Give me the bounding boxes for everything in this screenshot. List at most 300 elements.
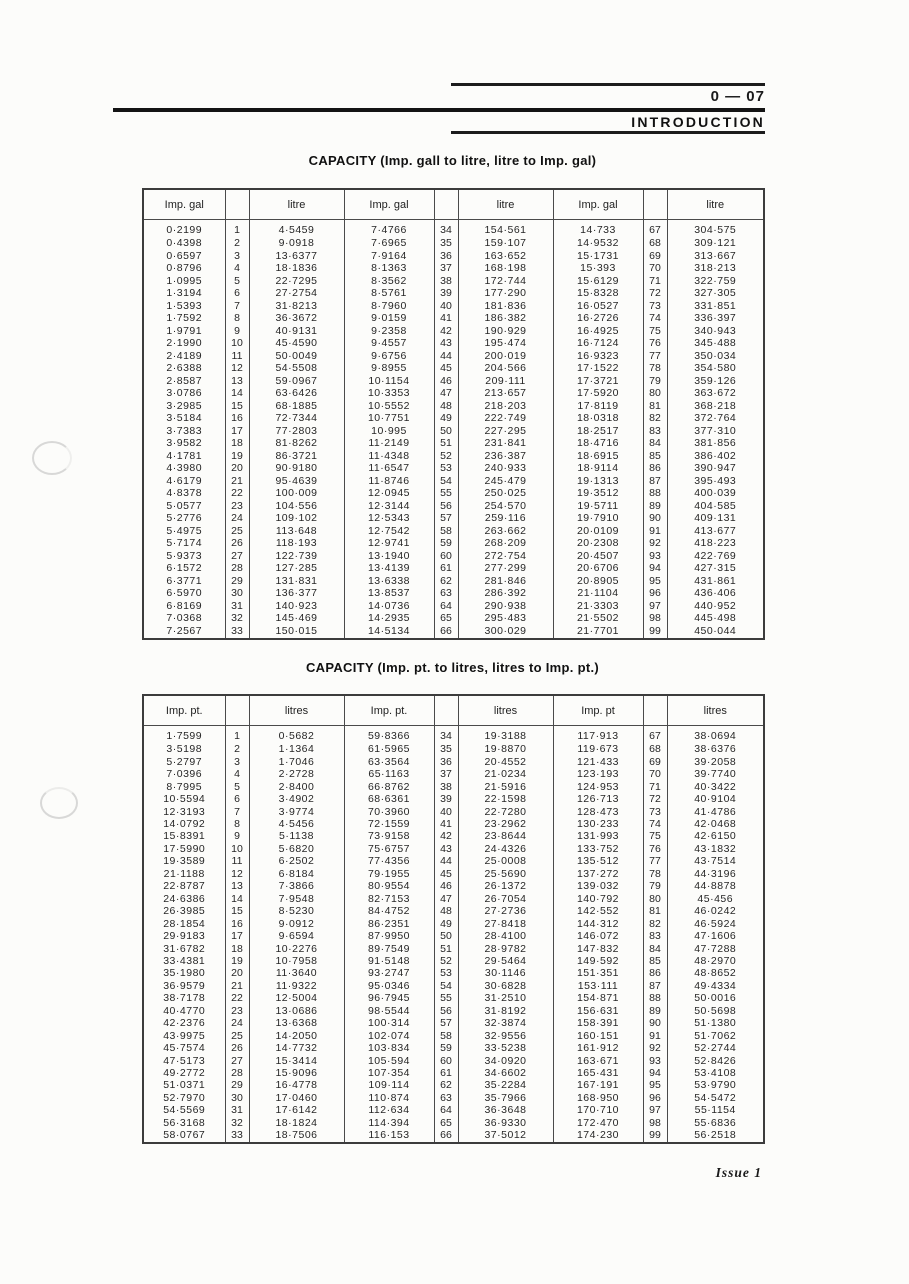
value-cell: 142·552 <box>553 905 643 917</box>
index-cell: 94 <box>643 1067 667 1079</box>
value-cell: 18·7506 <box>249 1129 344 1143</box>
index-cell: 29 <box>225 1080 249 1092</box>
table-row <box>143 287 764 300</box>
index-cell: 63 <box>434 1092 458 1104</box>
value-cell: 11·8746 <box>344 475 434 488</box>
value-cell: 48·2970 <box>667 955 764 967</box>
value-cell: 35·2284 <box>458 1080 553 1092</box>
table-row <box>143 930 764 942</box>
value-cell: 23·8644 <box>458 830 553 842</box>
value-cell: 363·672 <box>667 387 764 400</box>
table-row <box>143 362 764 375</box>
value-cell: 133·752 <box>553 843 643 855</box>
value-cell: 6·2502 <box>249 855 344 867</box>
value-cell: 47·7288 <box>667 943 764 955</box>
value-cell: 27·8418 <box>458 918 553 930</box>
index-cell: 37 <box>434 768 458 780</box>
value-cell: 34·6602 <box>458 1067 553 1079</box>
value-cell: 55·1154 <box>667 1104 764 1116</box>
index-cell: 8 <box>225 818 249 830</box>
index-cell: 18 <box>225 943 249 955</box>
index-cell: 87 <box>643 475 667 488</box>
value-cell: 2·2728 <box>249 768 344 780</box>
value-cell: 3·9582 <box>143 437 225 450</box>
value-cell: 16·4925 <box>553 325 643 338</box>
value-cell: 10·5594 <box>143 793 225 805</box>
index-cell: 74 <box>643 312 667 325</box>
value-cell: 14·0736 <box>344 600 434 613</box>
index-cell: 35 <box>434 237 458 250</box>
index-column-header <box>434 189 458 220</box>
table-row <box>143 943 764 955</box>
value-cell: 4·5459 <box>249 220 344 238</box>
table-row <box>143 830 764 842</box>
index-cell: 15 <box>225 400 249 413</box>
value-cell: 33·5238 <box>458 1042 553 1054</box>
value-cell: 14·2935 <box>344 612 434 625</box>
value-cell: 75·6757 <box>344 843 434 855</box>
value-cell: 18·1824 <box>249 1117 344 1129</box>
value-cell: 150·015 <box>249 625 344 639</box>
index-cell: 52 <box>434 955 458 967</box>
value-cell: 8·7960 <box>344 300 434 313</box>
value-cell: 10·2276 <box>249 943 344 955</box>
value-cell: 105·594 <box>344 1055 434 1067</box>
value-cell: 19·8870 <box>458 743 553 755</box>
index-cell: 82 <box>643 412 667 425</box>
table-row <box>143 918 764 930</box>
value-cell: 65·1163 <box>344 768 434 780</box>
index-cell: 12 <box>225 868 249 880</box>
value-cell: 1·9791 <box>143 325 225 338</box>
value-cell: 11·6547 <box>344 462 434 475</box>
index-cell: 1 <box>225 726 249 744</box>
index-cell: 2 <box>225 237 249 250</box>
value-cell: 9·4557 <box>344 337 434 350</box>
value-cell: 49·2772 <box>143 1067 225 1079</box>
value-cell: 149·592 <box>553 955 643 967</box>
value-cell: 8·5761 <box>344 287 434 300</box>
value-cell: 9·0912 <box>249 918 344 930</box>
table-row <box>143 1067 764 1079</box>
value-cell: 21·3303 <box>553 600 643 613</box>
index-cell: 89 <box>643 1005 667 1017</box>
value-cell: 17·8119 <box>553 400 643 413</box>
table-row <box>143 855 764 867</box>
value-cell: 327·305 <box>667 287 764 300</box>
index-cell: 3 <box>225 250 249 263</box>
value-cell: 131·993 <box>553 830 643 842</box>
value-cell: 146·072 <box>553 930 643 942</box>
value-cell: 21·7701 <box>553 625 643 639</box>
value-cell: 200·019 <box>458 350 553 363</box>
table-row <box>143 806 764 818</box>
index-cell: 67 <box>643 220 667 238</box>
index-cell: 59 <box>434 537 458 550</box>
index-cell: 32 <box>225 1117 249 1129</box>
index-cell: 2 <box>225 743 249 755</box>
value-cell: 27·2736 <box>458 905 553 917</box>
value-cell: 10·7751 <box>344 412 434 425</box>
index-cell: 6 <box>225 287 249 300</box>
table-row <box>143 587 764 600</box>
header-rule-main <box>113 108 765 112</box>
value-cell: 144·312 <box>553 918 643 930</box>
value-cell: 16·4778 <box>249 1080 344 1092</box>
index-cell: 46 <box>434 375 458 388</box>
value-cell: 15·8328 <box>553 287 643 300</box>
value-cell: 295·483 <box>458 612 553 625</box>
value-cell: 9·0159 <box>344 312 434 325</box>
value-cell: 54·5472 <box>667 1092 764 1104</box>
value-cell: 32·9556 <box>458 1030 553 1042</box>
value-cell: 227·295 <box>458 425 553 438</box>
table-row <box>143 612 764 625</box>
index-column-header <box>434 695 458 726</box>
index-cell: 83 <box>643 930 667 942</box>
value-cell: 0·4398 <box>143 237 225 250</box>
table-row <box>143 967 764 979</box>
value-cell: 34·0920 <box>458 1055 553 1067</box>
value-cell: 6·8184 <box>249 868 344 880</box>
value-cell: 9·2358 <box>344 325 434 338</box>
column-header: Imp. gal <box>553 189 643 220</box>
value-cell: 50·5698 <box>667 1005 764 1017</box>
table-row <box>143 868 764 880</box>
index-cell: 50 <box>434 425 458 438</box>
value-cell: 27·2754 <box>249 287 344 300</box>
value-cell: 52·7970 <box>143 1092 225 1104</box>
index-cell: 16 <box>225 412 249 425</box>
value-cell: 24·4326 <box>458 843 553 855</box>
index-cell: 61 <box>434 562 458 575</box>
table-title-pints: CAPACITY (Imp. pt. to litres, litres to Imp. pt.) <box>305 660 599 675</box>
value-cell: 309·121 <box>667 237 764 250</box>
value-cell: 259·116 <box>458 512 553 525</box>
issue-label: Issue 1 <box>715 1165 762 1180</box>
value-cell: 140·792 <box>553 893 643 905</box>
index-cell: 85 <box>643 955 667 967</box>
value-cell: 15·9096 <box>249 1067 344 1079</box>
value-cell: 39·2058 <box>667 756 764 768</box>
value-cell: 15·6129 <box>553 275 643 288</box>
index-cell: 47 <box>434 893 458 905</box>
value-cell: 5·4975 <box>143 525 225 538</box>
value-cell: 170·710 <box>553 1104 643 1116</box>
value-cell: 450·044 <box>667 625 764 639</box>
value-cell: 158·391 <box>553 1017 643 1029</box>
table-row <box>143 512 764 525</box>
column-header: litres <box>249 695 344 726</box>
table-row <box>143 905 764 917</box>
value-cell: 16·0527 <box>553 300 643 313</box>
value-cell: 68·6361 <box>344 793 434 805</box>
value-cell: 104·556 <box>249 500 344 513</box>
value-cell: 44·3196 <box>667 868 764 880</box>
index-cell: 70 <box>643 768 667 780</box>
value-cell: 130·233 <box>553 818 643 830</box>
value-cell: 122·739 <box>249 550 344 563</box>
table-row <box>143 400 764 413</box>
index-cell: 62 <box>434 575 458 588</box>
value-cell: 18·1836 <box>249 262 344 275</box>
value-cell: 100·314 <box>344 1017 434 1029</box>
value-cell: 390·947 <box>667 462 764 475</box>
index-cell: 46 <box>434 880 458 892</box>
index-cell: 21 <box>225 475 249 488</box>
value-cell: 11·4348 <box>344 450 434 463</box>
value-cell: 5·6820 <box>249 843 344 855</box>
table-row <box>143 487 764 500</box>
index-cell: 72 <box>643 793 667 805</box>
value-cell: 96·7945 <box>344 992 434 1004</box>
table-row <box>143 475 764 488</box>
value-cell: 13·0686 <box>249 1005 344 1017</box>
index-cell: 28 <box>225 562 249 575</box>
value-cell: 121·433 <box>553 756 643 768</box>
value-cell: 153·111 <box>553 980 643 992</box>
value-cell: 114·394 <box>344 1117 434 1129</box>
value-cell: 55·6836 <box>667 1117 764 1129</box>
value-cell: 46·0242 <box>667 905 764 917</box>
table-row <box>143 425 764 438</box>
value-cell: 21·0234 <box>458 768 553 780</box>
value-cell: 6·8169 <box>143 600 225 613</box>
value-cell: 84·4752 <box>344 905 434 917</box>
value-cell: 5·0577 <box>143 500 225 513</box>
value-cell: 22·7295 <box>249 275 344 288</box>
value-cell: 131·831 <box>249 575 344 588</box>
value-cell: 59·0967 <box>249 375 344 388</box>
index-cell: 42 <box>434 325 458 338</box>
index-cell: 5 <box>225 275 249 288</box>
value-cell: 181·836 <box>458 300 553 313</box>
table-row <box>143 600 764 613</box>
value-cell: 82·7153 <box>344 893 434 905</box>
value-cell: 3·5198 <box>143 743 225 755</box>
value-cell: 18·6915 <box>553 450 643 463</box>
value-cell: 17·3721 <box>553 375 643 388</box>
value-cell: 354·580 <box>667 362 764 375</box>
column-header: Imp. pt. <box>143 695 225 726</box>
table-row <box>143 275 764 288</box>
value-cell: 318·213 <box>667 262 764 275</box>
value-cell: 49·4334 <box>667 980 764 992</box>
value-cell: 436·406 <box>667 587 764 600</box>
index-cell: 90 <box>643 512 667 525</box>
column-header: Imp. pt <box>553 695 643 726</box>
index-cell: 86 <box>643 462 667 475</box>
value-cell: 163·671 <box>553 1055 643 1067</box>
index-cell: 40 <box>434 300 458 313</box>
value-cell: 19·3512 <box>553 487 643 500</box>
value-cell: 1·7046 <box>249 756 344 768</box>
value-cell: 140·923 <box>249 600 344 613</box>
value-cell: 61·5965 <box>344 743 434 755</box>
table-row <box>143 525 764 538</box>
table-row <box>143 450 764 463</box>
table-row <box>143 1017 764 1029</box>
value-cell: 91·5148 <box>344 955 434 967</box>
index-cell: 14 <box>225 387 249 400</box>
value-cell: 112·634 <box>344 1104 434 1116</box>
value-cell: 313·667 <box>667 250 764 263</box>
value-cell: 213·657 <box>458 387 553 400</box>
value-cell: 3·9774 <box>249 806 344 818</box>
index-cell: 41 <box>434 818 458 830</box>
index-cell: 56 <box>434 500 458 513</box>
value-cell: 63·3564 <box>344 756 434 768</box>
index-cell: 61 <box>434 1067 458 1079</box>
value-cell: 23·2962 <box>458 818 553 830</box>
index-cell: 45 <box>434 362 458 375</box>
index-cell: 1 <box>225 220 249 238</box>
value-cell: 8·3562 <box>344 275 434 288</box>
value-cell: 17·1522 <box>553 362 643 375</box>
index-cell: 99 <box>643 1129 667 1143</box>
index-cell: 17 <box>225 425 249 438</box>
value-cell: 400·039 <box>667 487 764 500</box>
table-header-row <box>143 695 764 726</box>
value-cell: 3·2985 <box>143 400 225 413</box>
table-row <box>143 262 764 275</box>
index-cell: 25 <box>225 525 249 538</box>
index-cell: 4 <box>225 262 249 275</box>
index-cell: 77 <box>643 350 667 363</box>
index-cell: 19 <box>225 450 249 463</box>
index-cell: 87 <box>643 980 667 992</box>
index-cell: 96 <box>643 1092 667 1104</box>
value-cell: 9·0918 <box>249 237 344 250</box>
value-cell: 7·0368 <box>143 612 225 625</box>
value-cell: 8·7995 <box>143 781 225 793</box>
value-cell: 51·7062 <box>667 1030 764 1042</box>
table-row <box>143 437 764 450</box>
index-cell: 43 <box>434 843 458 855</box>
value-cell: 68·1885 <box>249 400 344 413</box>
index-cell: 18 <box>225 437 249 450</box>
index-cell: 8 <box>225 312 249 325</box>
value-cell: 47·5173 <box>143 1055 225 1067</box>
value-cell: 42·2376 <box>143 1017 225 1029</box>
index-cell: 41 <box>434 312 458 325</box>
value-cell: 1·0995 <box>143 275 225 288</box>
value-cell: 21·5502 <box>553 612 643 625</box>
value-cell: 395·493 <box>667 475 764 488</box>
value-cell: 4·1781 <box>143 450 225 463</box>
index-cell: 53 <box>434 462 458 475</box>
value-cell: 14·0792 <box>143 818 225 830</box>
value-cell: 40·4770 <box>143 1005 225 1017</box>
value-cell: 168·950 <box>553 1092 643 1104</box>
value-cell: 89·7549 <box>344 943 434 955</box>
value-cell: 36·9330 <box>458 1117 553 1129</box>
value-cell: 381·856 <box>667 437 764 450</box>
value-cell: 52·2744 <box>667 1042 764 1054</box>
value-cell: 44·8878 <box>667 880 764 892</box>
value-cell: 102·074 <box>344 1030 434 1042</box>
index-cell: 13 <box>225 375 249 388</box>
value-cell: 222·749 <box>458 412 553 425</box>
index-cell: 4 <box>225 768 249 780</box>
column-header: Imp. gal <box>143 189 225 220</box>
value-cell: 5·9373 <box>143 550 225 563</box>
index-cell: 10 <box>225 843 249 855</box>
value-cell: 35·7966 <box>458 1092 553 1104</box>
index-cell: 92 <box>643 537 667 550</box>
index-cell: 57 <box>434 1017 458 1029</box>
value-cell: 79·1955 <box>344 868 434 880</box>
value-cell: 12·5004 <box>249 992 344 1004</box>
value-cell: 1·7599 <box>143 726 225 744</box>
value-cell: 3·7383 <box>143 425 225 438</box>
value-cell: 45·4590 <box>249 337 344 350</box>
index-cell: 56 <box>434 1005 458 1017</box>
index-cell: 81 <box>643 400 667 413</box>
value-cell: 0·2199 <box>143 220 225 238</box>
value-cell: 7·9164 <box>344 250 434 263</box>
value-cell: 100·009 <box>249 487 344 500</box>
value-cell: 32·3874 <box>458 1017 553 1029</box>
value-cell: 118·193 <box>249 537 344 550</box>
value-cell: 336·397 <box>667 312 764 325</box>
value-cell: 22·1598 <box>458 793 553 805</box>
value-cell: 66·8762 <box>344 781 434 793</box>
value-cell: 58·0767 <box>143 1129 225 1143</box>
value-cell: 263·662 <box>458 525 553 538</box>
value-cell: 6·3771 <box>143 575 225 588</box>
table-row <box>143 1005 764 1017</box>
value-cell: 204·566 <box>458 362 553 375</box>
value-cell: 28·4100 <box>458 930 553 942</box>
value-cell: 16·7124 <box>553 337 643 350</box>
value-cell: 386·402 <box>667 450 764 463</box>
index-cell: 20 <box>225 967 249 979</box>
value-cell: 54·5569 <box>143 1104 225 1116</box>
value-cell: 1·5393 <box>143 300 225 313</box>
index-cell: 79 <box>643 375 667 388</box>
value-cell: 15·8391 <box>143 830 225 842</box>
value-cell: 126·713 <box>553 793 643 805</box>
value-cell: 13·1940 <box>344 550 434 563</box>
value-cell: 139·032 <box>553 880 643 892</box>
value-cell: 51·1380 <box>667 1017 764 1029</box>
index-cell: 25 <box>225 1030 249 1042</box>
index-cell: 91 <box>643 525 667 538</box>
table-row <box>143 1030 764 1042</box>
value-cell: 137·272 <box>553 868 643 880</box>
index-cell: 11 <box>225 855 249 867</box>
value-cell: 31·6782 <box>143 943 225 955</box>
value-cell: 12·3193 <box>143 806 225 818</box>
value-cell: 17·6142 <box>249 1104 344 1116</box>
table-row <box>143 1104 764 1116</box>
index-cell: 82 <box>643 918 667 930</box>
value-cell: 48·8652 <box>667 967 764 979</box>
value-cell: 54·5508 <box>249 362 344 375</box>
value-cell: 431·861 <box>667 575 764 588</box>
value-cell: 240·933 <box>458 462 553 475</box>
index-cell: 26 <box>225 1042 249 1054</box>
table-row <box>143 250 764 263</box>
value-cell: 272·754 <box>458 550 553 563</box>
value-cell: 113·648 <box>249 525 344 538</box>
value-cell: 26·1372 <box>458 880 553 892</box>
index-cell: 7 <box>225 300 249 313</box>
value-cell: 36·3648 <box>458 1104 553 1116</box>
table-row <box>143 768 764 780</box>
value-cell: 31·8213 <box>249 300 344 313</box>
